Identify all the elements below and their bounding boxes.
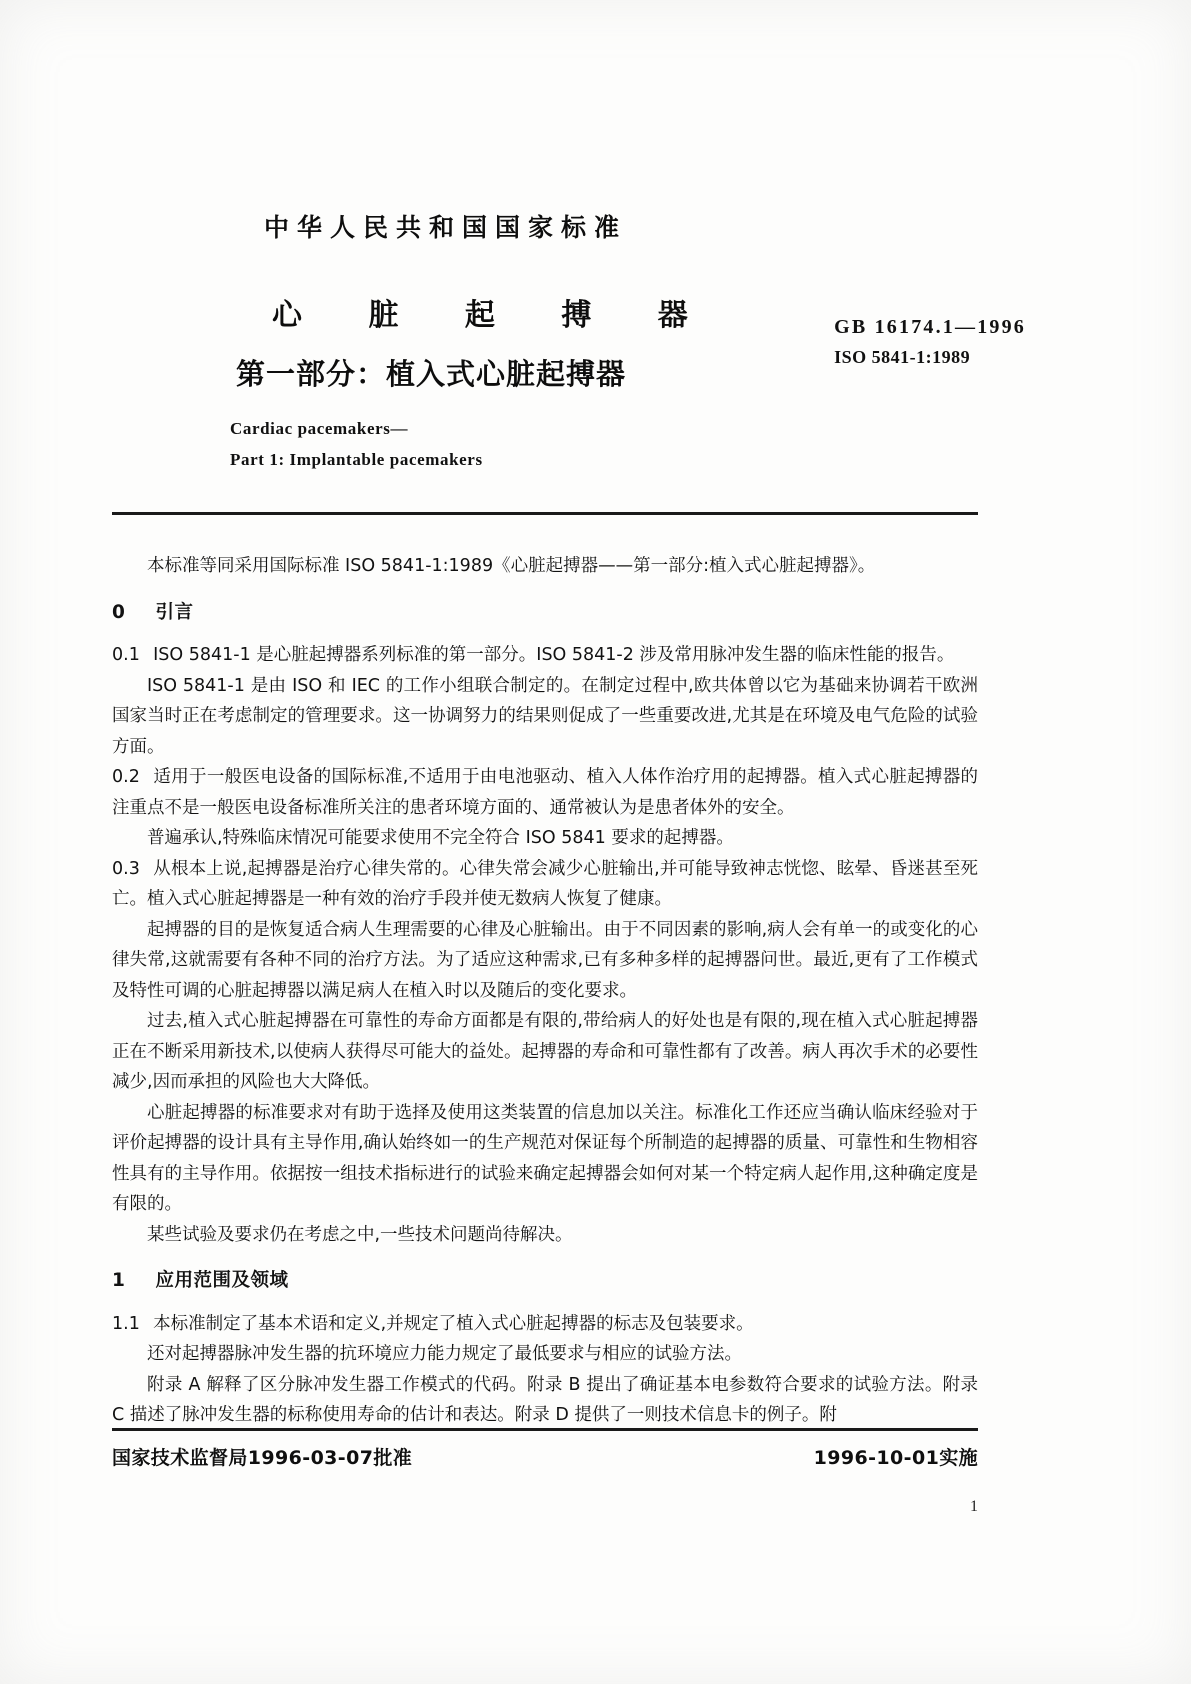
national-standard-title: 中华人民共和国国家标准 (264, 213, 628, 242)
clause-1-1-text: 本标准制定了基本术语和定义,并规定了植入式心脏起搏器的标志及包装要求。 (153, 1313, 754, 1334)
clause-0-2-text: 适用于一般医电设备的国际标准,不适用于由电池驱动、植入人体作治疗用的起搏器。植入式心脏起搏器的注重点不是一般医电设备标准所关注的患者环境方面的、通常被认为是患者体外的安全。 (112, 767, 978, 818)
approval-statement: 国家技术监督局1996-03-07批准 (112, 1447, 413, 1469)
section-0-heading (112, 598, 978, 629)
page-footer (112, 1428, 1012, 1516)
section-0-title: 引言 (155, 601, 194, 623)
footer-dates-row (112, 1443, 978, 1470)
clause-0-2 (112, 762, 978, 823)
clause-0-1-number: 0.1 (112, 645, 140, 665)
document-title-line-1: 心 脏 起 搏 器 (272, 298, 716, 333)
section-1-number: 1 (112, 1270, 126, 1291)
clause-0-3-number: 0.3 (112, 858, 140, 879)
adoption-statement: 本标准等同采用国际标准 ISO 5841-1:1989《心脏起搏器——第一部分:植入式心脏起搏器》。 (147, 556, 876, 576)
paragraph-0-3-e: 某些试验及要求仍在考虑之中,一些技术问题尚待解决。 (147, 1224, 573, 1245)
paragraph-1-1-b: 还对起搏器脉冲发生器的抗环境应力能力规定了最低要求与相应的试验方法。 (147, 1344, 742, 1364)
clause-0-1 (112, 640, 978, 671)
section-1-title: 应用范围及领域 (155, 1270, 289, 1291)
page-content (112, 0, 1026, 1684)
paragraph-1-1-c: 附录 A 解释了区分脉冲发生器工作模式的代码。附录 B 提出了确证基本电参数符合要求的试验方法。附录 C 描述了脉冲发生器的标称使用寿命的估计和表达。附录 D 提供了一则技术信息卡的例子。附 (112, 1374, 978, 1425)
english-title-block (230, 419, 1012, 470)
paragraph-0-3-b: 起搏器的目的是恢复适合病人生理需要的心律及心脏输出。由于不同因素的影响,病人会有单一的或变化的心律失常,这就需要有各种不同的治疗方法。为了适应这种需求,已有多种多样的起搏器问世。最近,更有了工作模式及特性可调的心脏起搏器以满足病人在植入时以及随后的变化要求。 (112, 919, 978, 1001)
clause-0-3-text: 从根本上说,起搏器是治疗心律失常的。心律失常会减少心脏输出,并可能导致神志恍惚、眩晕、昏迷甚至死亡。植入式心脏起搏器是一种有效的治疗手段并使无数病人恢复了健康。 (112, 858, 978, 909)
paragraph-0-1-b: ISO 5841-1 是由 ISO 和 IEC 的工作小组联合制定的。在制定过程中,欧共体曾以它为基础来协调若干欧洲国家当时正在考虑制定的管理要求。这一协调努力的结果则促成了一些重要改进,尤其是在环境及电气危险的试验方面。 (112, 675, 978, 757)
section-0-number: 0 (112, 601, 126, 623)
clause-0-1-text: ISO 5841-1 是心脏起搏器系列标准的第一部分。ISO 5841-2 涉及常用脉冲发生器的临床性能的报告。 (153, 645, 955, 665)
paragraph-0-3-d: 心脏起搏器的标准要求对有助于选择及使用这类装置的信息加以关注。标准化工作还应当确认临床经验对于评价起搏器的设计具有主导作用,确认始终如一的生产规范对保证每个所制造的起搏器的质量、可靠性和生物相容性具有的主导作用。依据按一组技术指标进行的试验来确定起搏器会如何对某一个特定病人起作用,这种确定度是有限的。 (112, 1102, 978, 1214)
document-body (112, 551, 978, 1431)
iso-standard-number: ISO 5841-1:1989 (834, 347, 971, 367)
implementation-date: 1996-10-01实施 (813, 1447, 978, 1469)
header-divider-rule (112, 512, 978, 515)
document-title-line-2: 第一部分：植入式心脏起搏器 (236, 357, 627, 391)
standard-code-block (834, 312, 1026, 371)
paragraph-0-3-c: 过去,植入式心脏起搏器在可靠性的寿命方面都是有限的,带给病人的好处也是有限的,现在植入式心脏起搏器正在不断采用新技术,以使病人获得尽可能大的益处。起搏器的寿命和可靠性都有了改善。病人再次手术的必要性减少,因而承担的风险也大大降低。 (112, 1011, 978, 1092)
footer-divider-rule (112, 1428, 978, 1431)
clause-0-2-number: 0.2 (112, 767, 140, 787)
title-row (112, 290, 1026, 393)
english-title-line-1: Cardiac pacemakers— (230, 419, 409, 438)
gb-standard-number: GB 16174.1—1996 (834, 316, 1026, 338)
clause-0-3 (112, 854, 978, 915)
clause-1-1-number: 1.1 (112, 1313, 140, 1334)
paragraph-0-2-b: 普遍承认,特殊临床情况可能要求使用不完全符合 ISO 5841 要求的起搏器。 (147, 828, 734, 848)
english-title-line-2: Part 1: Implantable pacemakers (230, 450, 483, 469)
page-number: 1 (970, 1498, 978, 1515)
section-1-heading (112, 1266, 978, 1297)
masthead (112, 0, 1026, 515)
clause-1-1 (112, 1309, 978, 1340)
